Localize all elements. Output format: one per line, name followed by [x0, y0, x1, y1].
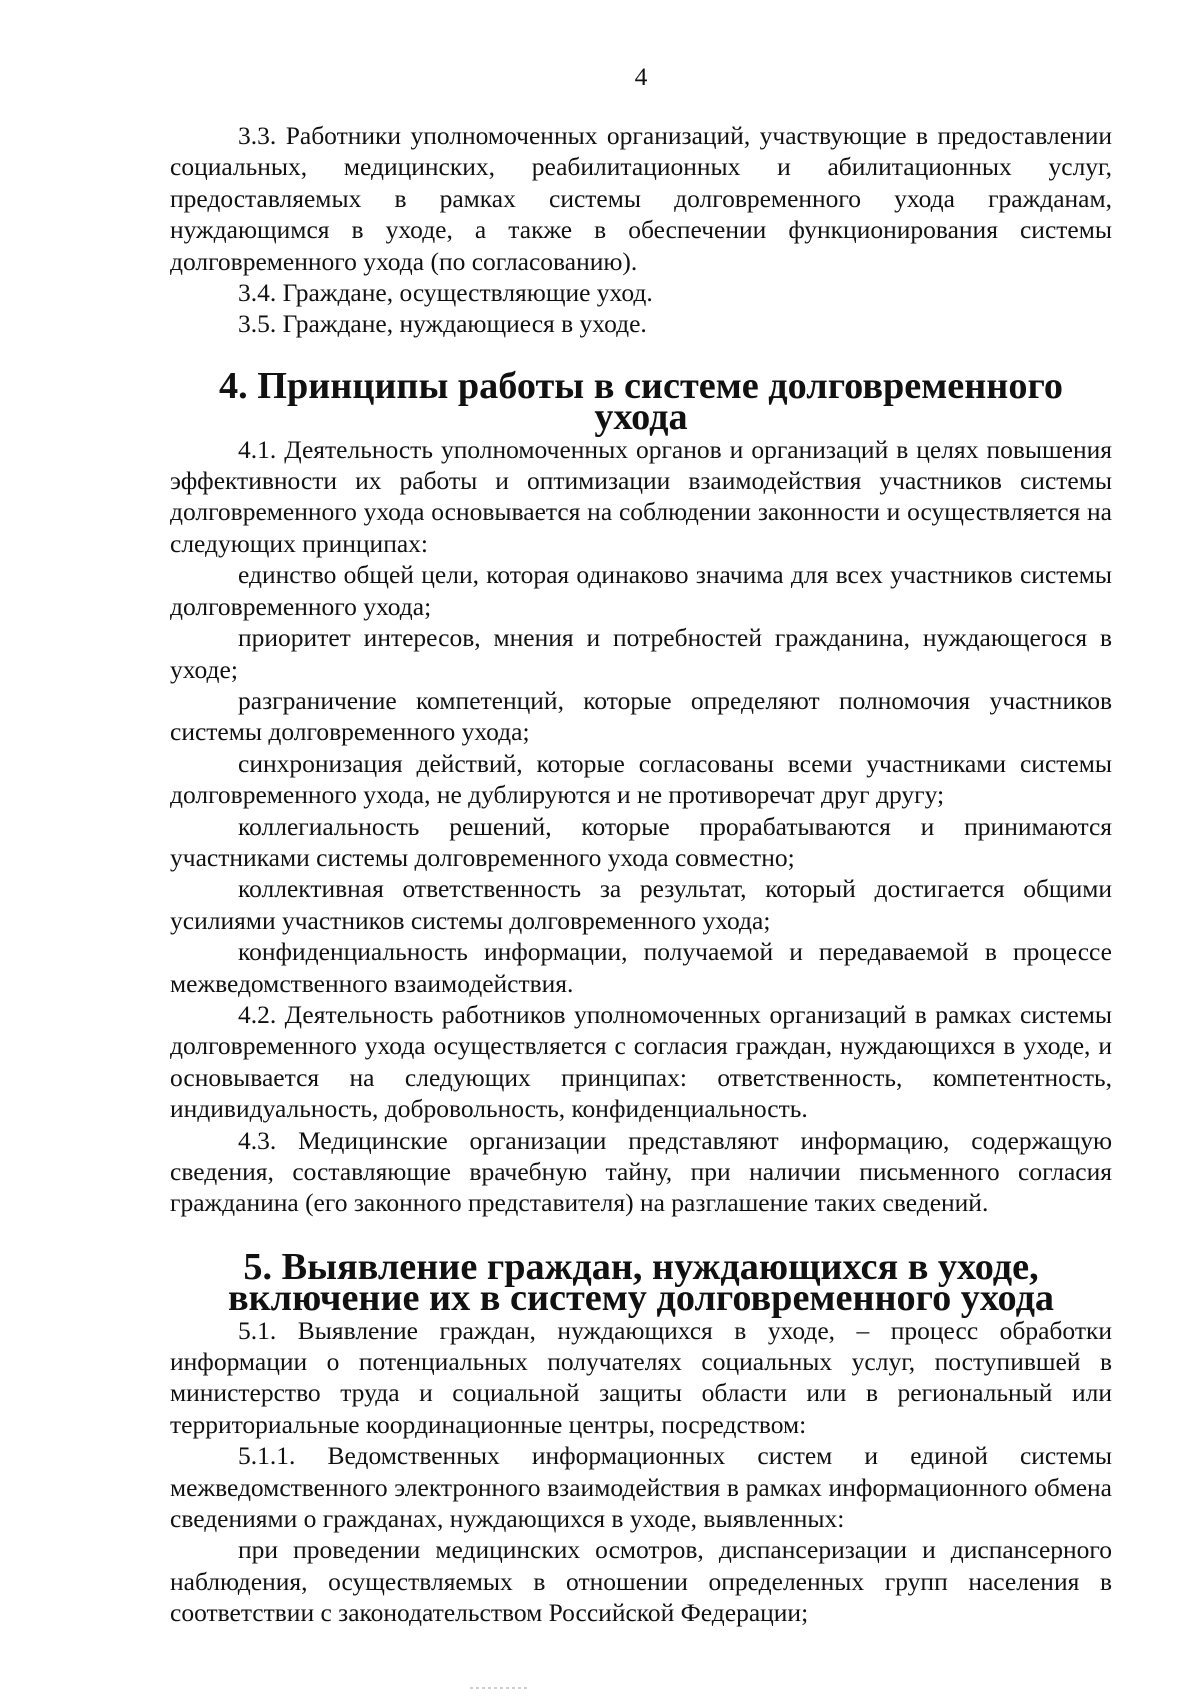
section-4-heading-text: 4. Принципы работы в системе долговременного ухода: [218, 364, 1064, 439]
principle-confidentiality: конфиденциальность информации, получаемой и передаваемой в процессе межведомственного взаимодействия.: [170, 937, 1112, 998]
paragraph-4-2: 4.2. Деятельность работников уполномоченных организаций в рамках системы долговременного ухода осуществляется с согласия граждан, нуждающихся в уходе, и основывается на следующих принципах: ответственность, компетентность, индивидуальность, добровольность, конфиденциальность.: [170, 999, 1112, 1124]
paragraph-4-3: 4.3. Медицинские организации представляют информацию, содержащую сведения, составляющие врачебную тайну, при наличии письменного согласия гражданина (его законного представителя) на разглашение таких сведений.: [170, 1125, 1112, 1218]
section-5-heading: [170, 1245, 1112, 1320]
paragraph-medical-checkups: при проведении медицинских осмотров, диспансеризации и диспансерного наблюдения, осуществляемых в отношении определенных групп населения в соответствии с законодательством Российской Федерации;: [170, 1535, 1112, 1628]
principle-responsibility: коллективная ответственность за результат, который достигается общими усилиями участников системы долговременного ухода;: [170, 874, 1112, 935]
section-4-heading: [170, 364, 1112, 439]
section-5-heading-line2: включение их в систему долговременного ухода: [227, 1277, 1055, 1320]
principle-competence: разграничение компетенций, которые определяют полномочия участников системы долговременного ухода;: [170, 685, 1112, 747]
principle-priority: приоритет интересов, мнения и потребностей гражданина, нуждающегося в уходе;: [170, 623, 1112, 684]
paragraph-3-3: 3.3. Работники уполномоченных организаций, участвующие в предоставлении социальных, медицинских, реабилитационных и абилитационных услуг, предоставляемых в рамках системы долговременного ухода гражданам, нуждающимся в уходе, а также в обеспечении функционирования системы долговременного ухода (по согласованию).: [170, 121, 1112, 276]
paragraph-5-1-1: 5.1.1. Ведомственных информационных систем и единой системы межведомственного электронного взаимодействия в рамках информационного обмена сведениями о гражданах, нуждающихся в уходе, выявленных:: [170, 1441, 1112, 1534]
principle-synchronization: синхронизация действий, которые согласованы всеми участниками системы долговременного ухода, не дублируются и не противоречат друг другу;: [170, 748, 1112, 810]
paragraph-3-5: 3.5. Граждане, нуждающиеся в уходе.: [238, 309, 647, 339]
page-number: 4: [634, 62, 648, 91]
principle-unity: единство общей цели, которая одинаково значима для всех участников системы долговременного ухода;: [170, 560, 1112, 621]
scan-artifact: [470, 1687, 530, 1689]
paragraph-5-1: 5.1. Выявление граждан, нуждающихся в уходе, – процесс обработки информации о потенциальных получателях социальных услуг, поступившей в министерство труда и социальной защиты области или в региональный или территориальные координационные центры, посредством:: [170, 1315, 1112, 1439]
principle-collegiality: коллегиальность решений, которые прорабатываются и принимаются участниками системы долговременного ухода совместно;: [170, 811, 1112, 872]
paragraph-4-1: 4.1. Деятельность уполномоченных органов и организаций в целях повышения эффективности их работы и оптимизации взаимодействия участников системы долговременного ухода основывается на соблюдении законности и осуществляется на следующих принципах:: [170, 434, 1112, 558]
section-5-heading-line1: 5. Выявление граждан, нуждающихся в уходе,: [243, 1245, 1039, 1288]
paragraph-3-4: 3.4. Граждане, осуществляющие уход.: [238, 278, 653, 308]
